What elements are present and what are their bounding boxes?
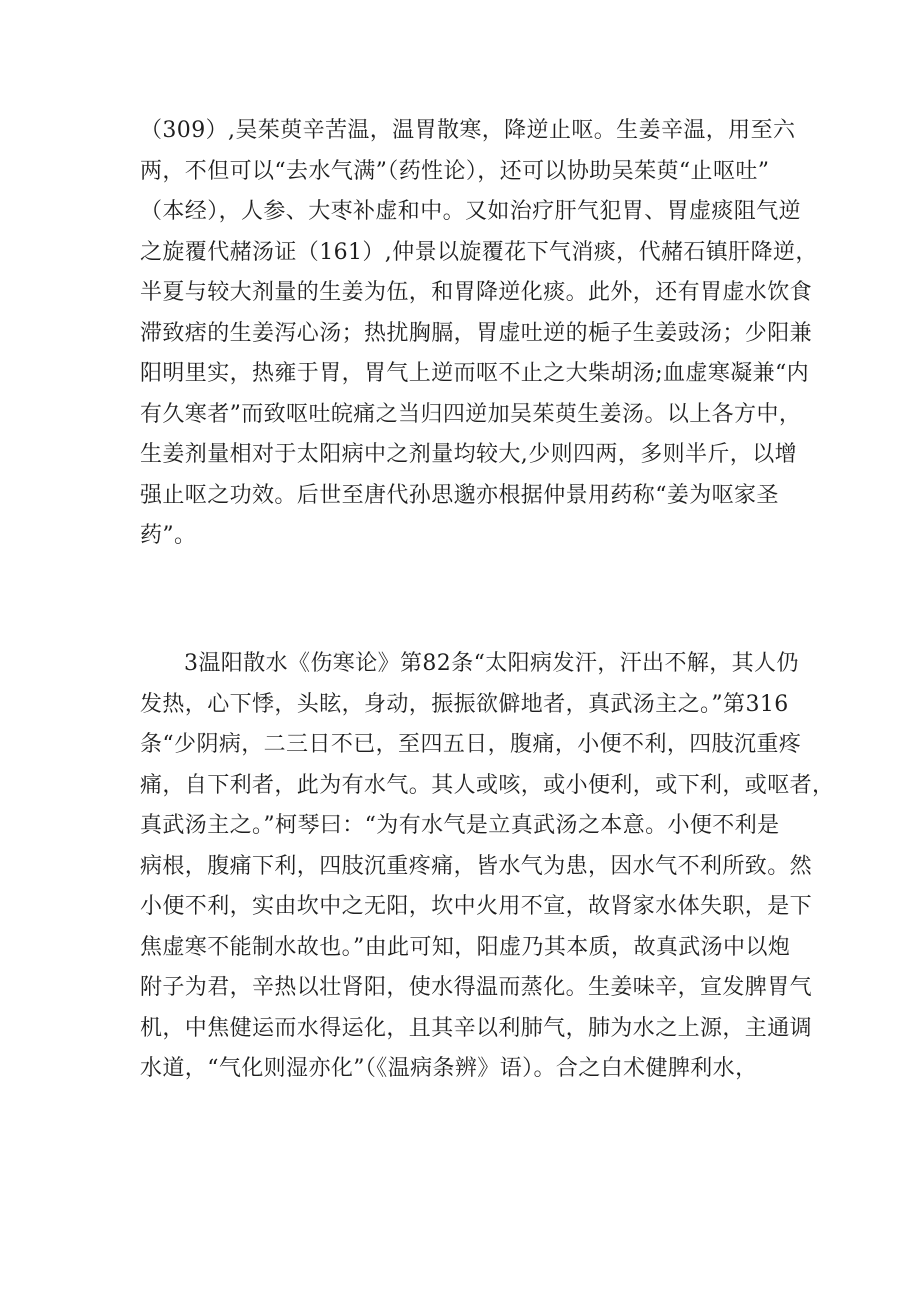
text-line: 水道，“气化则湿亦化”（《温病条辨》语）。合之白术健脾利水，	[140, 1056, 758, 1081]
text-line: 滞致痞的生姜泻心汤；热扰胸膈，胃虚吐逆的梔子生姜豉汤；少阳兼	[140, 320, 813, 346]
text-line: 焦虚寒不能制水故也。”由此可知，阳虚乃其本质，故真武汤中以炮	[140, 934, 791, 960]
text-line: （本经），人参、大枣补虚和中。又如治疗肝气犯胃、胃虚痰阻气逆	[140, 199, 802, 224]
text-line: 半夏与较大剂量的生姜为伍，和胃降逆化痰。此外，还有胃虚水饮食	[140, 280, 813, 305]
text-line: 阳明里实，热雍于胃，胃气上逆而呕不止之大柴胡汤;血虚寒凝兼“内	[140, 361, 810, 386]
text-line: 发热，心下悸，头眩，身动，振振欲僻地者，真武汤主之。”第316	[140, 691, 789, 717]
text-line: 两，不但可以“去水气满”（药性论），还可以协助吴茱萸“止呕吐”	[140, 158, 770, 184]
text-line: 3温阳散水《伤寒论》第82条“太阳病发汗，汗出不解，其人仍	[184, 651, 799, 676]
text-line: 小便不利，实由坎中之无阳，坎中火用不宣，故肾家水体失职，是下	[140, 894, 813, 919]
text-line: 真武汤主之。”柯琴曰：“为有水气是立真武汤之本意。小便不利是	[140, 813, 780, 838]
paragraph-ginger-antiemetic	[140, 111, 818, 557]
text-line: 强止呕之功效。后世至唐代孙思邈亦根据仲景用药称“姜为呕家圣	[140, 482, 779, 508]
text-line: 条“少阴病，二三日不已，至四五日，腹痛，小便不利，四肢沉重疼	[140, 732, 802, 757]
text-line: 病根，腹痛下利，四肢沉重疼痛，皆水气为患，因水气不利所致。然	[140, 853, 813, 879]
text-line: 机，中焦健运而水得运化，且其辛以利肺气，肺为水之上源，主通调	[140, 1015, 813, 1041]
text-line: 之旋覆代赭汤证（161）,仲景以旋覆花下气消痰，代赭石镇肝降逆，	[140, 239, 818, 265]
text-line: 附子为君，辛热以壮肾阳，使水得温而蒸化。生姜味辛，宣发脾胃气	[140, 975, 813, 1000]
text-line: 有久寒者”而致呕吐皖痛之当归四逆加吴茱萸生姜汤。以上各方中，	[140, 401, 802, 427]
text-line: （309）,吴茱萸辛苦温，温胃散寒，降逆止呕。生姜辛温，用至六	[140, 118, 796, 143]
text-line: 生姜剂量相对于太阳病中之剂量均较大,少则四两，多则半斤，以增	[140, 442, 797, 467]
paragraph-warming-yang	[140, 644, 835, 1090]
text-line: 药”。	[140, 523, 197, 548]
text-line: 痛，自下利者，此为有水气。其人或咳，或小便利，或下利，或呕者，	[140, 772, 835, 798]
